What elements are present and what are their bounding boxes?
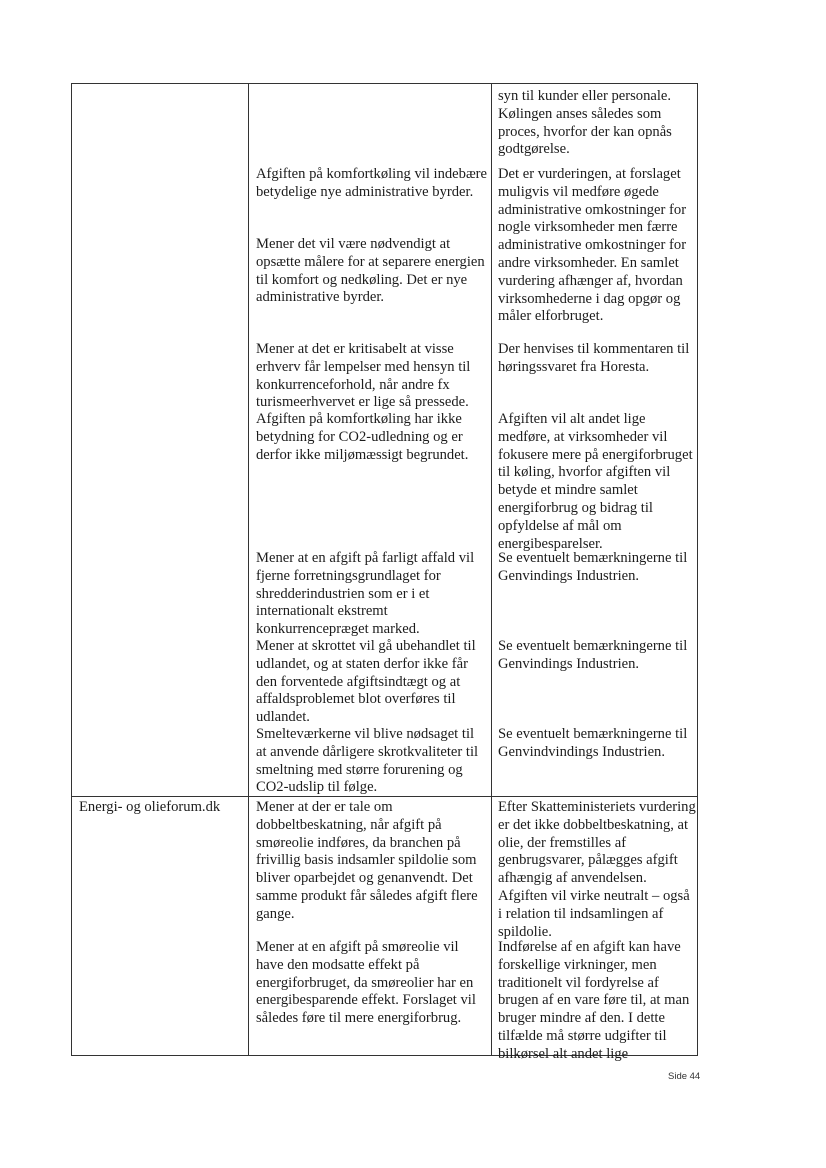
response-text: syn til kunder eller personale. Kølingen anses således som proces, hvorfor der kan opnås godtgørelse. [498, 88, 672, 158]
response-text: Efter Skatteministeriets vurdering er det ikke dobbeltbeskatning, at olie, der fremstilles af genbrugsvarer, pålægges afgift afhængig af anvendelsen. Afgiften vil virke neutralt – også i relation til indsamlingen af spildolie. [498, 799, 696, 940]
response-text: Det er vurderingen, at forslaget muligvis vil medføre øgede administrative omkostninger for nogle virksomheder men færre administrative omkostninger for andre virksomheder. En samlet vurdering afhænger af, hvordan virksomhederne i dag opgør og måler elforbruget. [498, 166, 687, 325]
response-text: Indførelse af en afgift kan have forskellige virkninger, men traditionelt vil fordyrelse af brugen af en vare føre til, at man bruger mindre af den. I dette tilfælde må større udgifter til bilkørsel alt andet lige [498, 939, 690, 1062]
response-text: Der henvises til kommentaren til høringssvaret fra Horesta. [498, 341, 690, 375]
page-number: Side 44 [668, 1071, 701, 1082]
comment-text: Mener at skrottet vil gå ubehandlet til udlandet, og at staten derfor ikke får den forventede afgiftsindtægt og at affaldsproblemet blot overføres til udlandet. [256, 638, 476, 726]
comment-text: Mener at en afgift på smøreolie vil have den modsatte effekt på energiforbruget, da smøreolier har en energibesparende effekt. Forslaget vil således føre til mere energiforbrug. [256, 939, 476, 1027]
response-text: Afgiften vil alt andet lige medføre, at virksomheder vil fokusere mere på energiforbruget til køling, hvorfor afgiften vil betyde et mindre samlet energiforbrug og bidrag til opfyldelse af mål om energibesparelser. [498, 411, 693, 552]
comment-text: Afgiften på komfortkøling har ikke betydning for CO2-udledning og er derfor ikke miljømæssigt begrundet. [256, 411, 469, 463]
comment-text: Smelteværkerne vil blive nødsaget til at anvende dårligere skrotkvaliteter til smeltning med større forurening og CO2-udslip til følge. [256, 726, 479, 796]
comment-text: Mener det vil være nødvendigt at opsætte målere for at separere energien til komfort og nedkøling. Det er nye administrative byrder. [256, 236, 485, 306]
response-text: Se eventuelt bemærkningerne til Genvindings Industrien. [498, 550, 688, 584]
comment-text: Mener at en afgift på farligt affald vil fjerne forretningsgrundlaget for shredderindustrien som er i et internationalt ekstremt konkurrencepræget marked. [256, 550, 475, 638]
comment-text: Afgiften på komfortkøling vil indebære betydelige nye administrative byrder. [256, 166, 488, 200]
respondent-name: Energi- og olieforum.dk [79, 799, 221, 815]
column-divider [248, 83, 249, 1056]
comment-text: Mener at der er tale om dobbeltbeskatning, når afgift på smøreolie indføres, da branchen på frivillig basis indsamler spildolie som bliver oparbejdet og genanvendt. Det samme produkt får således afgift flere gange. [256, 799, 478, 922]
response-text: Se eventuelt bemærkningerne til Genvindings Industrien. [498, 638, 688, 672]
comment-text: Mener at det er kritisabelt at visse erhverv får lempelser med hensyn til konkurrenceforhold, når andre fx turismeerhvervet er lige så pressede. [256, 341, 471, 411]
column-divider [491, 83, 492, 1056]
response-text: Se eventuelt bemærkningerne til Genvindvindings Industrien. [498, 726, 688, 760]
